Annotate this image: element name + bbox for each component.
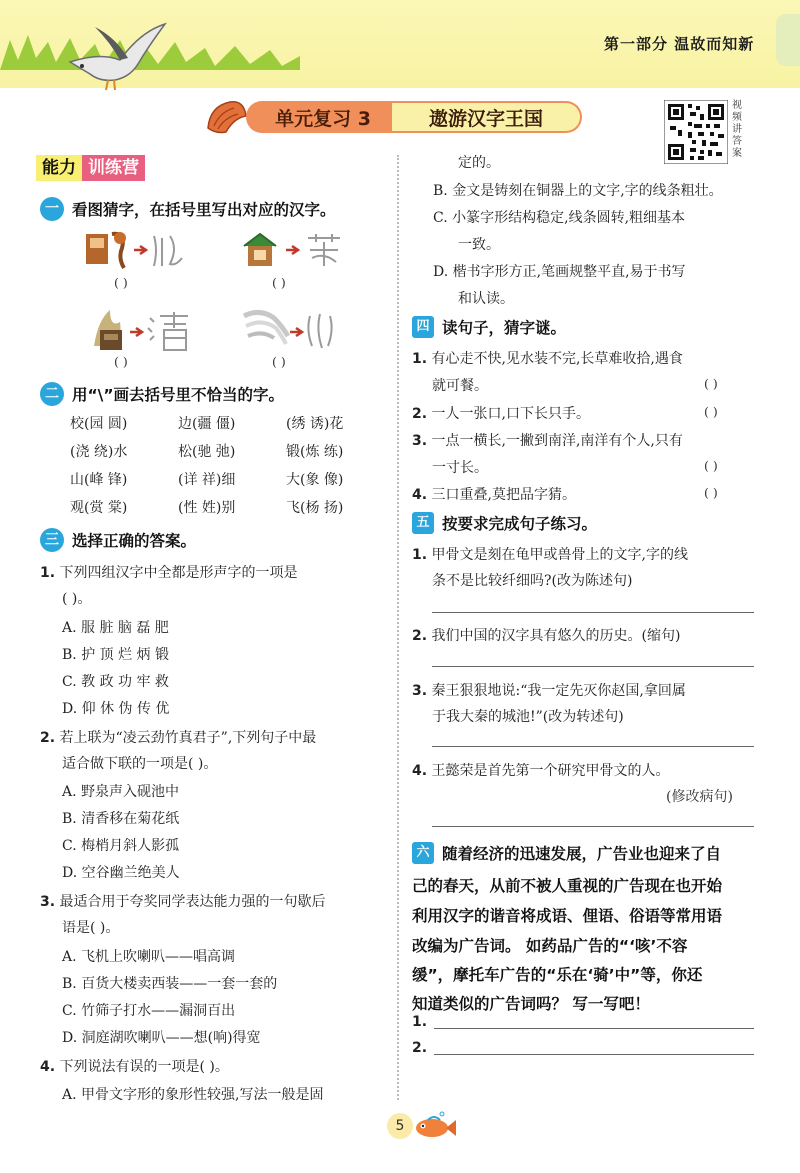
q5-header (412, 512, 597, 534)
q5-item-1 (412, 544, 688, 564)
fish-icon (412, 1110, 456, 1142)
q3-item-3 (40, 891, 326, 911)
q1-blank-4[interactable]: ( ) (272, 354, 286, 369)
q3-item-4-option-c-cont: 一致。 (458, 237, 500, 253)
q3-item-4-option-d[interactable]: D. 楷书字形方正,笔画规整平直,易于书写 (433, 264, 686, 280)
q4-item-1-num: 1. (412, 351, 428, 367)
q5-item-4 (412, 760, 670, 780)
side-tab (776, 14, 800, 66)
q6-fill-label-1: 1. (412, 1014, 428, 1030)
pictograph-3-icon (90, 306, 200, 354)
q4-answer-blank[interactable]: ( ) (704, 376, 718, 391)
q6-line-6: 知道类似的广告词吗？ 写一写吧！ (412, 995, 650, 1013)
q2-header (40, 382, 284, 406)
q6-line-2: 己的春天，从前不被人重视的广告现在也开始 (412, 877, 723, 895)
q2-cell: 边(疆 僵) (178, 416, 236, 432)
q3-item-1-text: 下列四组汉字中全都是形声字的一项是 (59, 565, 298, 581)
q6-line-4: 改编为广告词。 如药品广告的“‘咳’不容 (412, 937, 688, 955)
q4-item-3 (412, 430, 683, 450)
q4-item-2 (412, 403, 590, 423)
q5-answer-line-1[interactable] (432, 612, 754, 613)
q3-item-2-line2: 适合做下联的一项是( )。 (62, 756, 218, 772)
q5-item-1-num: 1. (412, 547, 428, 563)
q2-cell: 校(园 圆) (70, 416, 128, 432)
q3-item-3-option[interactable]: A. 飞机上吹喇叭——唱高调 (62, 949, 236, 965)
q4-title: 读句子，猜字谜。 (442, 319, 567, 337)
q1-title: 看图猜字，在括号里写出对应的汉字。 (72, 201, 336, 219)
shell-icon (204, 98, 248, 138)
q3-item-1-option[interactable]: A. 服 脏 脑 磊 肥 (62, 620, 169, 636)
q3-item-2-option[interactable]: B. 清香移在菊花纸 (62, 811, 180, 827)
q6-line-5: 缓”，摩托车广告的“乐在‘骑’中”等，你还 (412, 966, 703, 984)
q1-blank-1[interactable]: ( ) (114, 275, 128, 290)
q3-item-4 (40, 1056, 229, 1076)
q2-cell: 松(驰 弛) (178, 444, 236, 460)
q5-item-4-note: (修改病句) (666, 789, 733, 805)
q3-item-4-num: 4. (40, 1059, 56, 1075)
pictograph-1-icon (82, 228, 192, 272)
q4-item-2-text: 一人一张口,口下长只手。 (431, 406, 590, 422)
bird-icon (60, 22, 170, 92)
q2-cell: 锻(炼 练) (286, 444, 344, 460)
q3-item-1-option[interactable]: B. 护 顶 烂 炳 锻 (62, 647, 169, 663)
q5-item-3 (412, 680, 686, 700)
q4-header (412, 316, 566, 338)
q6-fill-line-1[interactable] (434, 1028, 754, 1029)
q4-item-4-text: 三口重叠,莫把品字猜。 (431, 487, 576, 503)
section-title-a: 能力 (36, 155, 82, 181)
q5-item-4-num: 4. (412, 763, 428, 779)
q2-badge: 二 (40, 382, 64, 406)
q2-cell: (绣 诱)花 (286, 416, 344, 432)
unit-label: 单元复习 3 (275, 108, 371, 130)
q3-item-3-line2: 语是( )。 (62, 920, 120, 936)
q6-badge: 六 (412, 842, 434, 864)
q3-badge: 三 (40, 528, 64, 552)
q3-item-4-text: 下列说法有误的一项是( )。 (59, 1059, 229, 1075)
q5-answer-line-3[interactable] (432, 746, 754, 747)
q3-item-1-option[interactable]: D. 仰 休 伪 传 优 (62, 701, 170, 717)
q1-blank-3[interactable]: ( ) (114, 354, 128, 369)
q5-item-2-num: 2. (412, 628, 428, 644)
q5-item-2-text: 我们中国的汉字具有悠久的历史。(缩句) (431, 628, 681, 644)
q5-item-3-line2: 于我大秦的城池!”(改为转述句) (432, 709, 624, 725)
q6-line-1: 随着经济的迅速发展，广告业也迎来了自 (442, 845, 722, 863)
q4-item-4 (412, 484, 576, 504)
qr-label: 视频讲答案 (732, 100, 742, 159)
q3-item-3-option[interactable]: C. 竹筛子打水——漏洞百出 (62, 1003, 236, 1019)
q3-item-1-num: 1. (40, 565, 56, 581)
section-title-b: 训练营 (82, 155, 145, 181)
q4-answer-blank[interactable]: ( ) (704, 458, 718, 473)
section-title (36, 155, 145, 181)
qr-code-icon[interactable] (664, 100, 728, 164)
q2-cell: (详 祥)细 (178, 472, 236, 488)
q2-cell: 飞(杨 扬) (286, 500, 344, 516)
unit-title: 遨游汉字王国 (428, 108, 543, 130)
q2-cell: (性 姓)别 (178, 500, 236, 516)
q5-item-1-line2: 条不是比较纤细吗?(改为陈述句) (432, 573, 633, 589)
q4-item-3-line2: 一寸长。 (432, 460, 488, 476)
q3-item-4-option-c[interactable]: C. 小篆字形结构稳定,线条圆转,粗细基本 (433, 210, 686, 226)
q2-cell: (浇 绕)水 (70, 444, 128, 460)
pictograph-4-icon (240, 306, 350, 354)
q6-line-3: 利用汉字的谐音将成语、俚语、俗语等常用语 (412, 907, 723, 925)
q2-cell: 大(象 像) (286, 472, 344, 488)
q4-item-1 (412, 348, 683, 368)
q5-item-1-text: 甲骨文是刻在龟甲或兽骨上的文字,字的线 (431, 547, 688, 563)
q6-fill-line-2[interactable] (434, 1054, 754, 1055)
q4-item-2-num: 2. (412, 406, 428, 422)
q2-cell: 观(赏 棠) (70, 500, 128, 516)
q3-item-4-option-b[interactable]: B. 金文是铸刻在铜器上的文字,字的线条粗壮。 (433, 183, 723, 199)
q3-item-4-option-a[interactable]: A. 甲骨文字形的象形性较强,写法一般是固 (62, 1087, 324, 1103)
q5-item-2 (412, 625, 680, 645)
q4-answer-blank[interactable]: ( ) (704, 485, 718, 500)
page-number: 5 (387, 1113, 413, 1139)
q3-item-2-text: 若上联为“凌云劲竹真君子”,下列句子中最 (59, 730, 317, 746)
q3-item-3-text: 最适合用于夸奖同学表达能力强的一句歇后 (59, 894, 326, 910)
q5-badge: 五 (412, 512, 434, 534)
q5-answer-line-2[interactable] (432, 666, 754, 667)
q1-header (40, 197, 336, 221)
q3-item-2-num: 2. (40, 730, 56, 746)
q3-item-3-num: 3. (40, 894, 56, 910)
q2-title: 用“\”画去括号里不恰当的字。 (72, 386, 285, 404)
q3-item-2-option[interactable]: A. 野泉声入砚池中 (62, 784, 180, 800)
q3-item-4-option-a-cont: 定的。 (458, 155, 500, 171)
q3-item-2 (40, 727, 316, 747)
column-divider (397, 155, 399, 1100)
q3-header (40, 528, 196, 552)
q1-badge: 一 (40, 197, 64, 221)
q4-item-1-text: 有心走不快,见水装不完,长草难收拾,遇食 (431, 351, 683, 367)
q3-title: 选择正确的答案。 (72, 532, 197, 550)
part-label: 第一部分 温故而知新 (604, 35, 755, 53)
q3-item-2-option[interactable]: D. 空谷幽兰绝美人 (62, 865, 180, 881)
q3-item-1 (40, 562, 298, 582)
q4-item-3-text: 一点一横长,一撇到南洋,南洋有个人,只有 (431, 433, 683, 449)
q4-badge: 四 (412, 316, 434, 338)
q3-item-1-option[interactable]: C. 教 政 功 牢 救 (62, 674, 169, 690)
q4-item-3-num: 3. (412, 433, 428, 449)
q2-cell: 山(峰 锋) (70, 472, 128, 488)
q4-item-4-num: 4. (412, 487, 428, 503)
q3-item-2-option[interactable]: C. 梅梢月斜人影孤 (62, 838, 180, 854)
q4-answer-blank[interactable]: ( ) (704, 404, 718, 419)
q6-fill-label-2: 2. (412, 1040, 428, 1056)
q4-item-1-line2: 就可餐。 (432, 378, 488, 394)
q5-title: 按要求完成句子练习。 (442, 515, 598, 533)
q5-item-3-text: 秦王狠狠地说:“我一定先灭你赵国,拿回属 (431, 683, 686, 699)
q3-item-3-option[interactable]: B. 百货大楼卖西装——一套一套的 (62, 976, 278, 992)
q5-item-3-num: 3. (412, 683, 428, 699)
q6-header (412, 842, 721, 864)
q3-item-4-option-d-cont: 和认读。 (458, 291, 514, 307)
q3-item-3-option[interactable]: D. 洞庭湖吹喇叭——想(响)得宽 (62, 1030, 261, 1046)
q5-answer-line-4[interactable] (432, 826, 754, 827)
q3-item-1-line2: ( )。 (62, 591, 92, 607)
pictograph-2-icon (240, 228, 350, 272)
q5-item-4-text: 王懿荣是首先第一个研究甲骨文的人。 (431, 763, 670, 779)
q1-blank-2[interactable]: ( ) (272, 275, 286, 290)
